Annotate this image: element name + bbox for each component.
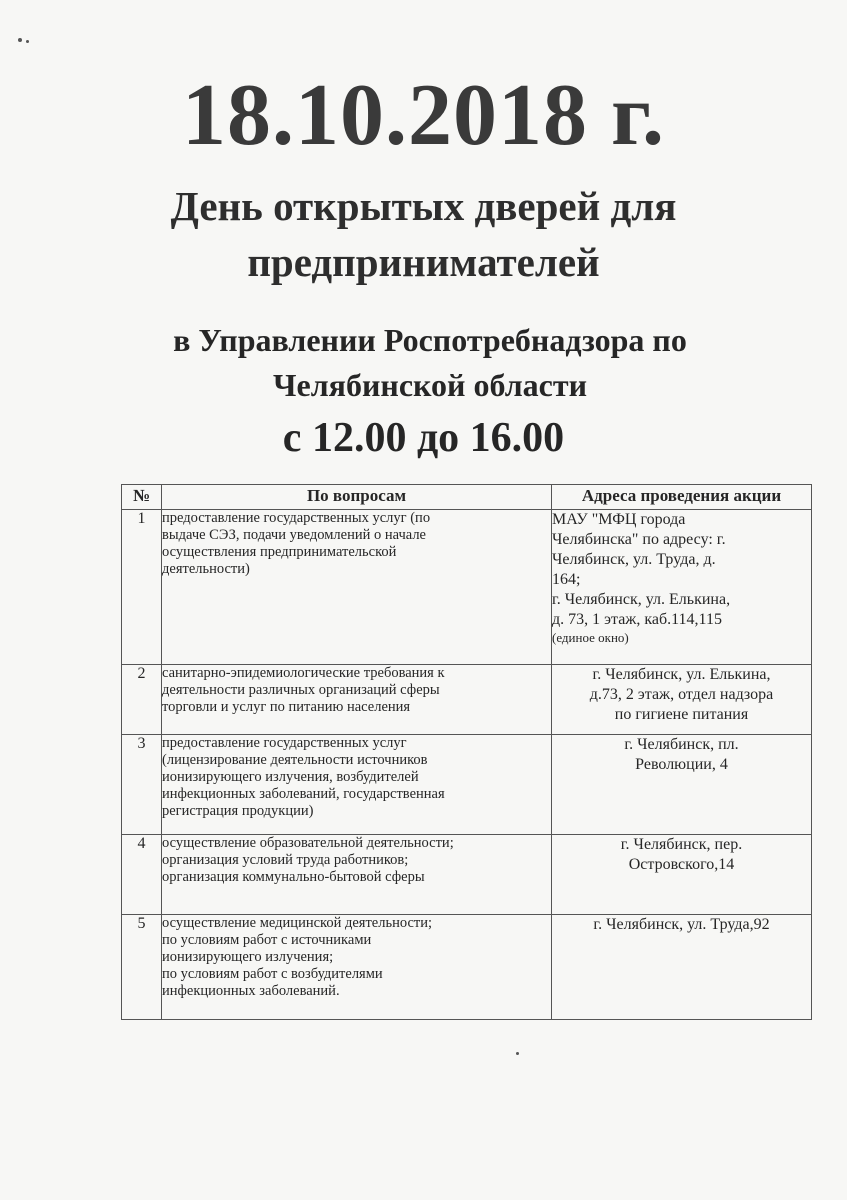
date-heading: 18.10.2018 г.	[181, 67, 666, 164]
address-line: г. Челябинск, ул. Труда,92	[593, 916, 770, 933]
address-line: г. Челябинск, ул. Елькина,	[552, 591, 731, 608]
topic-line: торговли и услуг по питанию населения	[162, 699, 411, 715]
event-title-line: День открытых дверей для	[170, 183, 677, 229]
topic-line: инфекционных заболеваний.	[162, 983, 340, 999]
topic-line: инфекционных заболеваний, государственная	[162, 786, 445, 802]
table-header-row	[122, 485, 812, 510]
topic-line: осуществление медицинской деятельности;	[162, 915, 432, 931]
topic-line: деятельности различных организаций сферы	[162, 682, 440, 698]
address-line: д.73, 2 этаж, отдел надзора	[589, 686, 774, 703]
row-address	[552, 915, 812, 1020]
table-row	[122, 835, 812, 915]
topic-line: осуществление образовательной деятельности;	[162, 835, 454, 851]
topic-line: предоставление государственных услуг (по	[162, 510, 431, 526]
topic-line: ионизирующего излучения;	[162, 949, 334, 965]
table-row	[122, 665, 812, 735]
schedule-table	[121, 484, 812, 1020]
address-note: (единое окно)	[552, 630, 629, 645]
row-address	[552, 665, 812, 735]
topic-line: (лицензирование деятельности источников	[162, 752, 428, 768]
column-header-address: Адреса проведения акции	[552, 485, 812, 510]
column-header-number: №	[122, 485, 162, 510]
address-line: г. Челябинск, пл.	[624, 736, 739, 753]
address-line: д. 73, 1 этаж, каб.114,115	[552, 611, 722, 628]
event-time: с 12.00 до 16.00	[282, 415, 565, 461]
topic-line: по условиям работ с возбудителями	[162, 966, 383, 982]
row-number: 3	[122, 735, 162, 835]
event-title-line: предпринимателей	[247, 239, 600, 285]
scan-speck	[516, 1052, 519, 1055]
topic-line: регистрация продукции)	[162, 803, 314, 819]
topic-line: выдаче СЭЗ, подачи уведомлений о начале	[162, 527, 426, 543]
column-header-topic: По вопросам	[162, 485, 552, 510]
row-topic	[162, 735, 552, 835]
topic-line: организация коммунально-бытовой сферы	[162, 869, 425, 885]
row-topic	[162, 835, 552, 915]
table-row	[122, 510, 812, 665]
row-topic	[162, 510, 552, 665]
row-number: 2	[122, 665, 162, 735]
scan-speck	[26, 40, 29, 43]
address-line: 164;	[552, 571, 581, 588]
address-line: Революции, 4	[635, 756, 728, 773]
row-number: 5	[122, 915, 162, 1020]
topic-line: санитарно-эпидемиологические требования к	[162, 665, 445, 681]
topic-line: осуществления предпринимательской	[162, 544, 397, 560]
topic-line: организация условий труда работников;	[162, 852, 409, 868]
event-location	[40, 318, 820, 408]
topic-line: по условиям работ с источниками	[162, 932, 372, 948]
address-line: Островского,14	[628, 856, 735, 873]
topic-line: ионизирующего излучения, возбудителей	[162, 769, 419, 785]
row-topic	[162, 665, 552, 735]
row-number: 4	[122, 835, 162, 915]
address-line: г. Челябинск, пер.	[620, 836, 743, 853]
address-line: по гигиене питания	[614, 706, 749, 723]
row-topic	[162, 915, 552, 1020]
event-location-line: в Управлении Роспотребнадзора по	[173, 322, 687, 358]
address-line: МАУ "МФЦ города	[552, 511, 686, 528]
table-row	[122, 735, 812, 835]
row-address	[552, 510, 812, 665]
event-location-line: Челябинской области	[273, 367, 587, 403]
row-number: 1	[122, 510, 162, 665]
scan-speck	[18, 38, 22, 42]
row-address	[552, 735, 812, 835]
address-line: г. Челябинск, ул. Елькина,	[592, 666, 771, 683]
table-row	[122, 915, 812, 1020]
address-line: Челябинск, ул. Труда, д.	[552, 551, 716, 568]
topic-line: деятельности)	[162, 561, 250, 577]
address-line: Челябинска" по адресу: г.	[552, 531, 726, 548]
event-title	[40, 178, 807, 290]
topic-line: предоставление государственных услуг	[162, 735, 407, 751]
row-address	[552, 835, 812, 915]
